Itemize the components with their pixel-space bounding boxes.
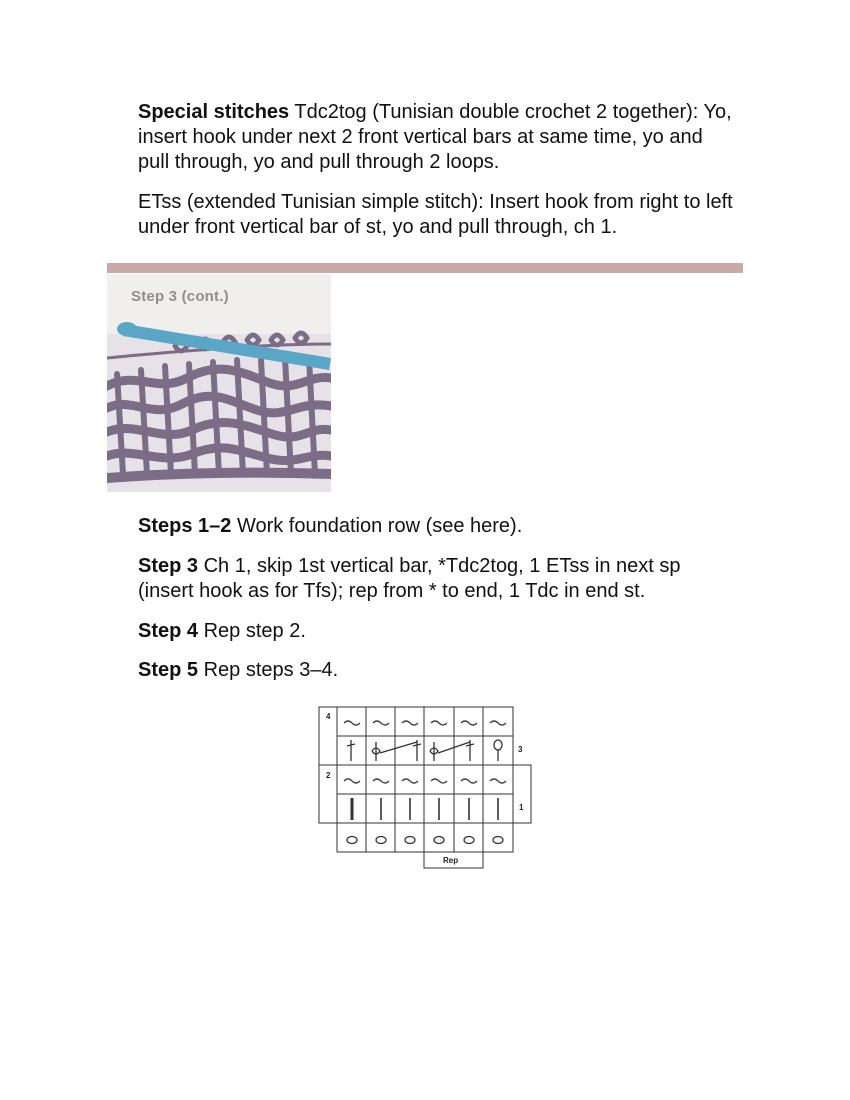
row-4-wave-symbols	[344, 721, 506, 725]
photo-caption: Step 3 (cont.)	[131, 288, 229, 305]
repeat-label: Rep	[443, 856, 459, 865]
step-4-paragraph	[138, 619, 738, 644]
etss-paragraph	[138, 190, 738, 240]
special-stitches-label: Special stitches	[138, 101, 290, 123]
row-label-4: 4	[326, 712, 331, 721]
step-4-label: Step 4	[138, 620, 199, 642]
steps-1-2-text: Work foundation row (see here).	[236, 515, 523, 537]
special-stitches-text: Tdc2tog (Tunisian double crochet 2 together): Yo, insert hook under next 2 front vertical bars at same time, yo and pull through, yo and pull through 2 loops.	[138, 101, 732, 173]
step-3-paragraph	[138, 554, 738, 604]
step-5-label: Step 5	[138, 659, 199, 681]
step-3-text: Ch 1, skip 1st vertical bar, *Tdc2tog, 1 ETss in next sp (insert hook as for Tfs); rep from * to end, 1 Tdc in end st.	[138, 555, 681, 602]
etss-text: ETss (extended Tunisian simple stitch): Insert hook from right to left under front vertical bar of st, yo and pull through, ch 1.	[138, 191, 733, 238]
stitch-chart	[318, 706, 532, 872]
step-3-label: Step 3	[138, 555, 199, 577]
row-1-bar-symbols	[352, 798, 498, 820]
row-2-wave-symbols	[344, 779, 506, 783]
section-divider	[107, 263, 743, 273]
step-4-text: Rep step 2.	[203, 620, 306, 642]
steps-1-2-label: Steps 1–2	[138, 515, 232, 537]
row-label-2: 2	[326, 771, 331, 780]
step-5-paragraph	[138, 658, 738, 683]
crochet-photo-illustration	[107, 274, 331, 492]
chain-symbols	[347, 837, 503, 844]
step-photo	[107, 274, 331, 492]
row-label-3: 3	[518, 745, 523, 754]
special-stitches-paragraph	[138, 100, 738, 175]
row-label-1: 1	[519, 803, 524, 812]
steps-1-2-paragraph	[138, 514, 738, 539]
step-5-text: Rep steps 3–4.	[203, 659, 339, 681]
